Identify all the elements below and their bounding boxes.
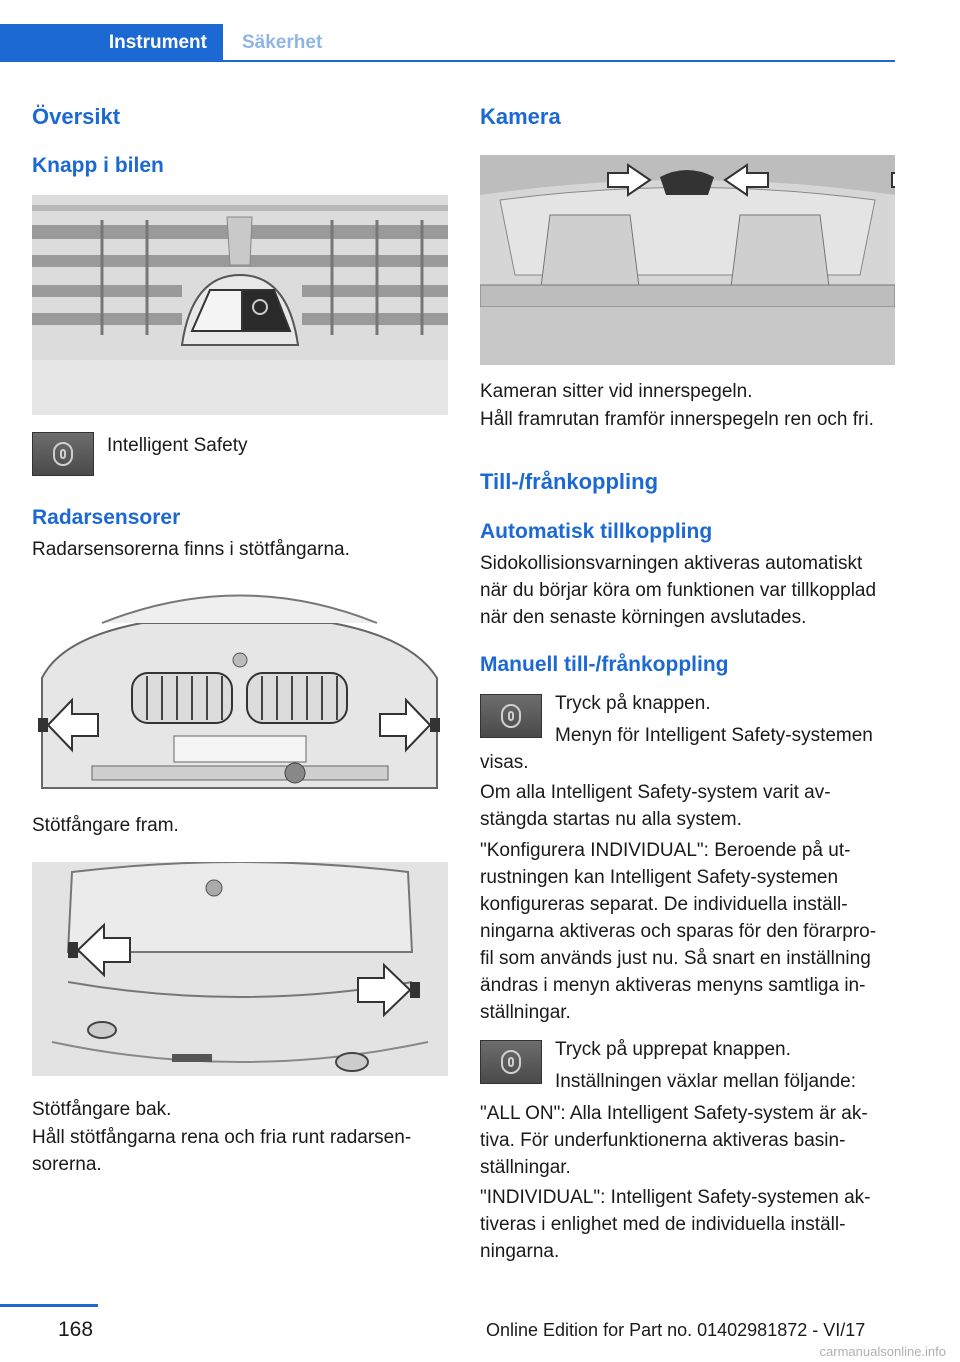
individual-line-3: ningarna. bbox=[480, 1241, 560, 1262]
camera-photo bbox=[480, 155, 895, 365]
rear-caption: Stötfångare bak. bbox=[32, 1099, 172, 1120]
clean-text-line-1: Håll stötfångarna rena och fria runt radarsen- bbox=[32, 1127, 412, 1148]
edition-text: Online Edition for Part no. 01402981872 - VI/17 bbox=[486, 1320, 866, 1340]
radar-text: Radarsensorerna finns i stötfångarna. bbox=[32, 539, 350, 560]
config-line-3: konfigureras separat. De individuella inställ- bbox=[480, 894, 848, 915]
rear-bumper-photo bbox=[32, 862, 448, 1076]
individual-line-2: tiveras i enlighet med de individuella inställ- bbox=[480, 1214, 846, 1235]
button-caption: Intelligent Safety bbox=[107, 435, 248, 456]
heading-on-off: Till-/frånkoppling bbox=[480, 469, 659, 494]
chapter-tabs bbox=[0, 24, 895, 62]
all-off-line-1: Om alla Intelligent Safety-system varit av- bbox=[480, 782, 831, 803]
press-button-text: Tryck på knappen. bbox=[555, 693, 711, 714]
config-line-1: "Konfigurera INDIVIDUAL": Beroende på ut- bbox=[480, 840, 851, 861]
all-on-line-2: tiva. För underfunktionerna aktiveras basin- bbox=[480, 1130, 846, 1151]
heading-button-in-car: Knapp i bilen bbox=[32, 154, 164, 177]
config-line-7: ställningar. bbox=[480, 1002, 571, 1023]
camera-text-line-2: Håll framrutan framför innerspegeln ren och fri. bbox=[480, 409, 874, 430]
config-line-6: ändras i menyn aktiveras menyns samtliga in- bbox=[480, 975, 866, 996]
heading-camera: Kamera bbox=[480, 104, 561, 129]
front-caption: Stötfångare fram. bbox=[32, 815, 179, 836]
clean-text-line-2: sorerna. bbox=[32, 1154, 102, 1175]
page-number: 168 bbox=[58, 1318, 94, 1341]
auto-text-line-3: när den senaste körningen avslutades. bbox=[480, 607, 807, 628]
all-off-line-2: stängda startas nu alla system. bbox=[480, 809, 742, 830]
auto-text-line-1: Sidokollisionsvarningen aktiveras automatiskt bbox=[480, 553, 863, 574]
tab-sakerhet[interactable]: Säkerhet bbox=[242, 32, 323, 53]
config-line-4: ningarna aktiveras och sparas för den förarpro- bbox=[480, 921, 877, 942]
config-line-2: rustningen kan Intelligent Safety-systemen bbox=[480, 867, 839, 888]
auto-text-line-2: när du börjar köra om funktionen var tillkopplad bbox=[480, 580, 877, 601]
camera-interior-illustration bbox=[480, 155, 895, 365]
all-on-line-3: ställningar. bbox=[480, 1157, 571, 1178]
dashboard-button-illustration bbox=[32, 195, 448, 415]
footer-rule bbox=[0, 1304, 98, 1307]
watermark: carmanualsonline.info bbox=[819, 1344, 946, 1359]
intelligent-safety-button-icon bbox=[480, 694, 542, 738]
config-line-5: fil som används just nu. Så snart en inställning bbox=[480, 948, 871, 969]
tab-instrument[interactable]: Instrument bbox=[0, 24, 223, 62]
intelligent-safety-button-icon bbox=[32, 432, 94, 476]
intelligent-safety-button-icon bbox=[480, 1040, 542, 1084]
menu-text-line-2: visas. bbox=[480, 752, 529, 773]
front-bumper-illustration bbox=[32, 578, 448, 798]
switch-text: Inställningen växlar mellan följande: bbox=[555, 1071, 857, 1092]
heading-radar: Radarsensorer bbox=[32, 506, 181, 529]
heading-automatic: Automatisk tillkoppling bbox=[480, 520, 713, 543]
button-photo bbox=[32, 195, 448, 415]
menu-text-line-1: Menyn för Intelligent Safety-systemen bbox=[555, 725, 873, 746]
rear-bumper-illustration bbox=[32, 862, 448, 1076]
heading-overview: Översikt bbox=[32, 104, 121, 129]
press-repeat-text: Tryck på upprepat knappen. bbox=[555, 1039, 791, 1060]
heading-manual: Manuell till-/frånkoppling bbox=[480, 653, 729, 676]
front-bumper-photo bbox=[32, 578, 448, 798]
camera-text-line-1: Kameran sitter vid innerspegeln. bbox=[480, 381, 753, 402]
all-on-line-1: "ALL ON": Alla Intelligent Safety-system är ak- bbox=[480, 1103, 868, 1124]
individual-line-1: "INDIVIDUAL": Intelligent Safety-systemen ak- bbox=[480, 1187, 871, 1208]
tab-underline bbox=[223, 60, 895, 62]
